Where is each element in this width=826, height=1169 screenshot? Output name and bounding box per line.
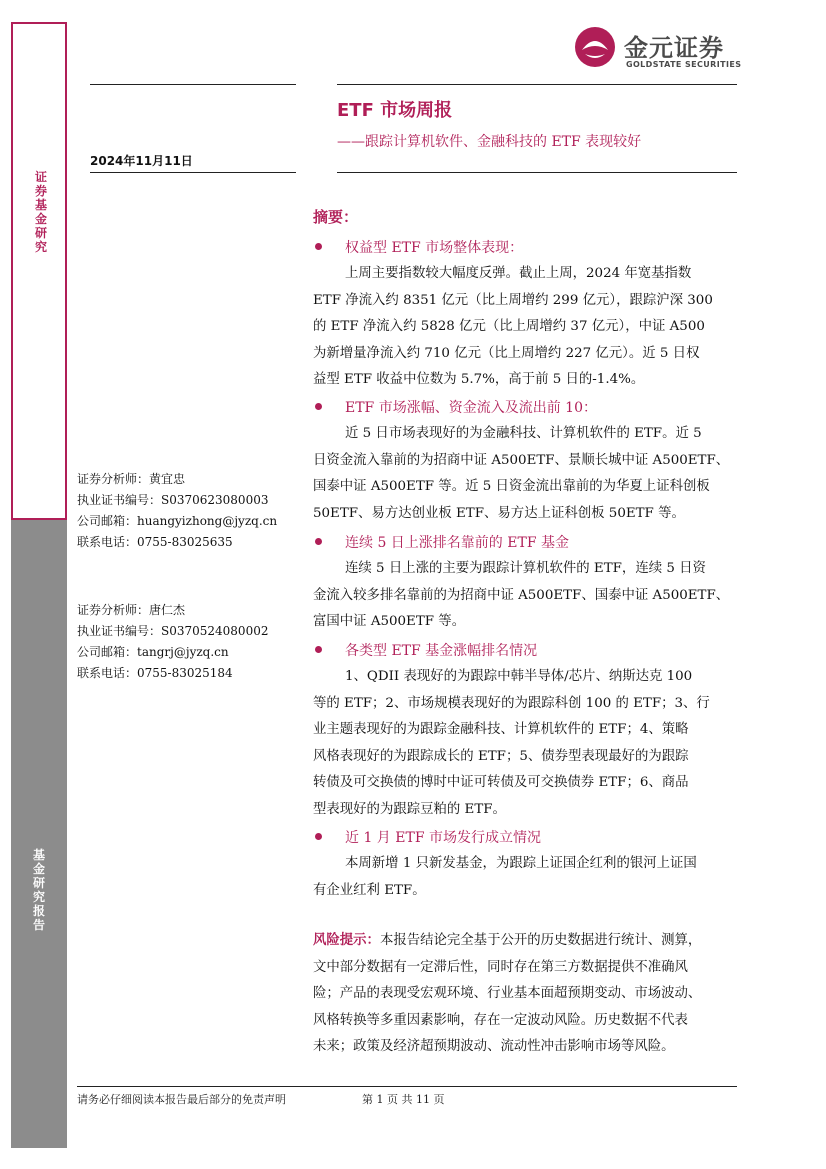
analyst-block-1	[77, 469, 277, 553]
section-heading: ETF 市场涨幅、资金流入及流出前 10：	[345, 400, 597, 416]
risk-label: 风险提示：	[313, 933, 380, 948]
risk-line-first: 风险提示：本报告结论完全基于公开的历史数据进行统计、测算，	[313, 933, 702, 948]
logo-mark-icon	[574, 26, 616, 68]
section-paragraph: 上周主要指数较大幅度反弹。截止上周，2024 年宽基指数	[345, 266, 692, 281]
report-date: 2024年11月11日	[90, 154, 193, 168]
section-paragraph-cont: 金流入较多排名靠前的为招商中证 A500ETF、国泰中证 A500ETF、 富国中证 A500ETF 等。	[313, 587, 730, 630]
analyst-email: 公司邮箱：tangrj@jyzq.cn	[77, 645, 229, 659]
report-title: ETF 市场周报	[337, 100, 453, 121]
section-heading-row	[313, 827, 783, 851]
company-logo	[574, 24, 774, 72]
abstract-section-4	[313, 640, 783, 824]
abstract-section-1	[313, 237, 783, 394]
bullet-icon	[315, 243, 322, 250]
section-heading: 连续 5 日上涨排名靠前的 ETF 基金	[345, 535, 569, 551]
analyst-block-2	[77, 600, 268, 684]
sidebar-bottom-band	[11, 520, 67, 1148]
sidebar-top-band	[11, 22, 67, 520]
bullet-icon	[315, 833, 322, 840]
header-divider-left-bottom	[90, 172, 296, 173]
section-heading-row	[313, 397, 783, 421]
section-paragraph-cont: 有企业红利 ETF。	[313, 882, 426, 898]
bullet-icon	[315, 538, 322, 545]
abstract-section-2	[313, 397, 783, 527]
analyst-name: 证券分析师：唐仁杰	[77, 603, 186, 617]
analyst-cert: 执业证书编号：S0370623080003	[77, 493, 269, 507]
page-number: 第 1 页 共 11 页	[362, 1093, 445, 1106]
logo-english-name: GOLDSTATE SECURITIES	[626, 60, 742, 69]
header-divider-left-top	[90, 84, 296, 85]
section-heading-row	[313, 640, 783, 664]
analyst-cert: 执业证书编号：S0370524080002	[77, 624, 269, 638]
risk-warning: 风险提示：本报告结论完全基于公开的历史数据进行统计、测算， 文中部分数据有一定滞后性，同时存在第三方数据提供不准确风 险；产品的表现受宏观环境、行业基本面超预期变动、市场波动、 风格转换等多重因素影响，存在一定波动风险。历史数据不代表 未来；政策及经济超预期波动、流动性冲击影响市场等风险。	[313, 928, 783, 1061]
section-paragraph-cont: 日资金流入靠前的为招商中证 A500ETF、景顺长城中证 A500ETF、 国泰中证 A500ETF 等。近 5 日资金流出靠前的为华夏上证科创板 50ETF、易方达创业板 ETF、易方达上证科创板 50ETF 等。	[313, 452, 730, 521]
section-paragraph-cont: 等的 ETF；2、市场规模表现好的为跟踪科创 100 的 ETF；3、行 业主题表现好的为跟踪金融科技、计算机软件的 ETF；4、策略 风格表现好的为跟踪成长的 ETF；5、债券型表现最好的为跟踪 转债及可交换债的博时中证可转债及可交换债券 ETF；6、商品 型表现好的为跟踪豆粕的 ETF。	[313, 695, 710, 817]
abstract-section-3	[313, 532, 783, 636]
sidebar-bottom-label: 基 金 研 究 报 告	[32, 848, 45, 932]
section-heading-row	[313, 532, 783, 556]
analyst-email: 公司邮箱：huangyizhong@jyzq.cn	[77, 514, 278, 528]
analyst-phone: 联系电话：0755-83025635	[77, 535, 233, 549]
abstract-section-5	[313, 827, 783, 904]
section-paragraph: 连续 5 日上涨的主要为跟踪计算机软件的 ETF，连续 5 日资	[345, 561, 706, 576]
bullet-icon	[315, 403, 322, 410]
section-paragraph: 近 5 日市场表现好的为金融科技、计算机软件的 ETF。近 5	[345, 426, 702, 441]
footer-disclaimer: 请务必仔细阅读本报告最后部分的免责声明	[77, 1093, 286, 1106]
footer-divider	[77, 1086, 737, 1087]
report-subtitle: ——跟踪计算机软件、金融科技的 ETF 表现较好	[337, 134, 642, 150]
analyst-phone: 联系电话：0755-83025184	[77, 666, 233, 680]
analyst-name: 证券分析师：黄宜忠	[77, 472, 186, 486]
header-divider-right-top	[337, 84, 737, 85]
section-paragraph-cont: ETF 净流入约 8351 亿元（比上周增约 299 亿元），跟踪沪深 300 的 ETF 净流入约 5828 亿元（比上周增约 37 亿元），中证 A500 为新增量净流入约 710 亿元（比上周增约 227 亿元）。近 5 日权 益型 ETF 收益中位数为 5.7%，高于前 5 日的-1.4%。	[313, 292, 713, 388]
abstract-title: 摘要：	[313, 208, 359, 226]
sidebar-top-label: 证 券 基 金 研 究	[34, 170, 47, 254]
section-paragraph: 1、QDII 表现好的为跟踪中韩半导体/芯片、纳斯达克 100	[345, 669, 693, 684]
logo-chinese-name: 金元证券	[624, 34, 724, 62]
section-heading-row	[313, 237, 783, 261]
section-paragraph: 本周新增 1 只新发基金，为跟踪上证国企红利的银河上证国	[345, 856, 697, 871]
section-heading: 近 1 月 ETF 市场发行成立情况	[345, 830, 541, 846]
header-divider-right-bottom	[337, 172, 737, 173]
section-heading: 权益型 ETF 市场整体表现：	[345, 240, 524, 256]
section-heading: 各类型 ETF 基金涨幅排名情况	[345, 643, 538, 659]
bullet-icon	[315, 646, 322, 653]
